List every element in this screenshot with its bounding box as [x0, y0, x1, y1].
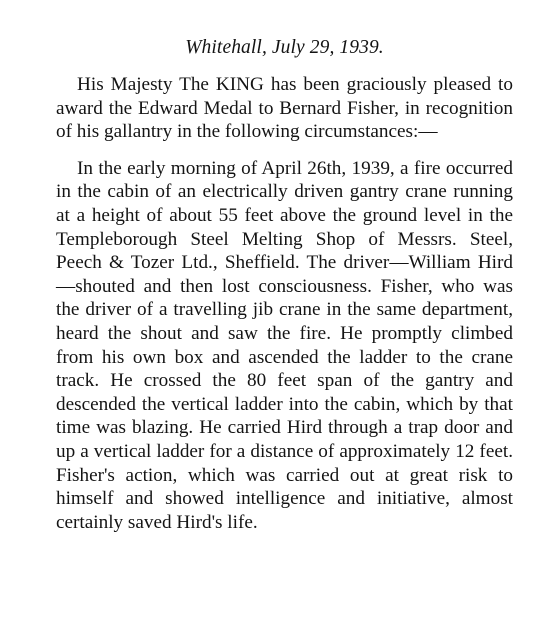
announcement-paragraph: His Majesty The KING has been graciously pleased to award the Edward Medal to Bernard Fisher, in recognition of his gallantry in the following circumstances:—: [56, 74, 513, 143]
gazette-notice: [56, 36, 513, 534]
dateline: Whitehall, July 29, 1939.: [185, 37, 384, 58]
circumstances-paragraph: In the early morning of April 26th, 1939, a fire occurred in the cabin of an electrically driven gantry crane running at a height of about 55 feet above the ground level in the Templeborough Steel Melting Shop of Messrs. Steel, Peech & Tozer Ltd., Sheffield. The driver—William Hird—shouted and then lost consciousness. Fisher, who was the driver of a travelling jib crane in the same department, heard the shout and saw the fire. He promptly climbed from his own box and ascended the ladder to the crane track. He crossed the 80 feet span of the gantry and descended the vertical ladder into the cabin, which by that time was blazing. He carried Hird through a trap door and up a vertical ladder for a distance of approximately 12 feet. Fisher's action, which was carried out at great risk to himself and showed intelligence and initiative, almost certainly saved Hird's life.: [56, 157, 513, 533]
